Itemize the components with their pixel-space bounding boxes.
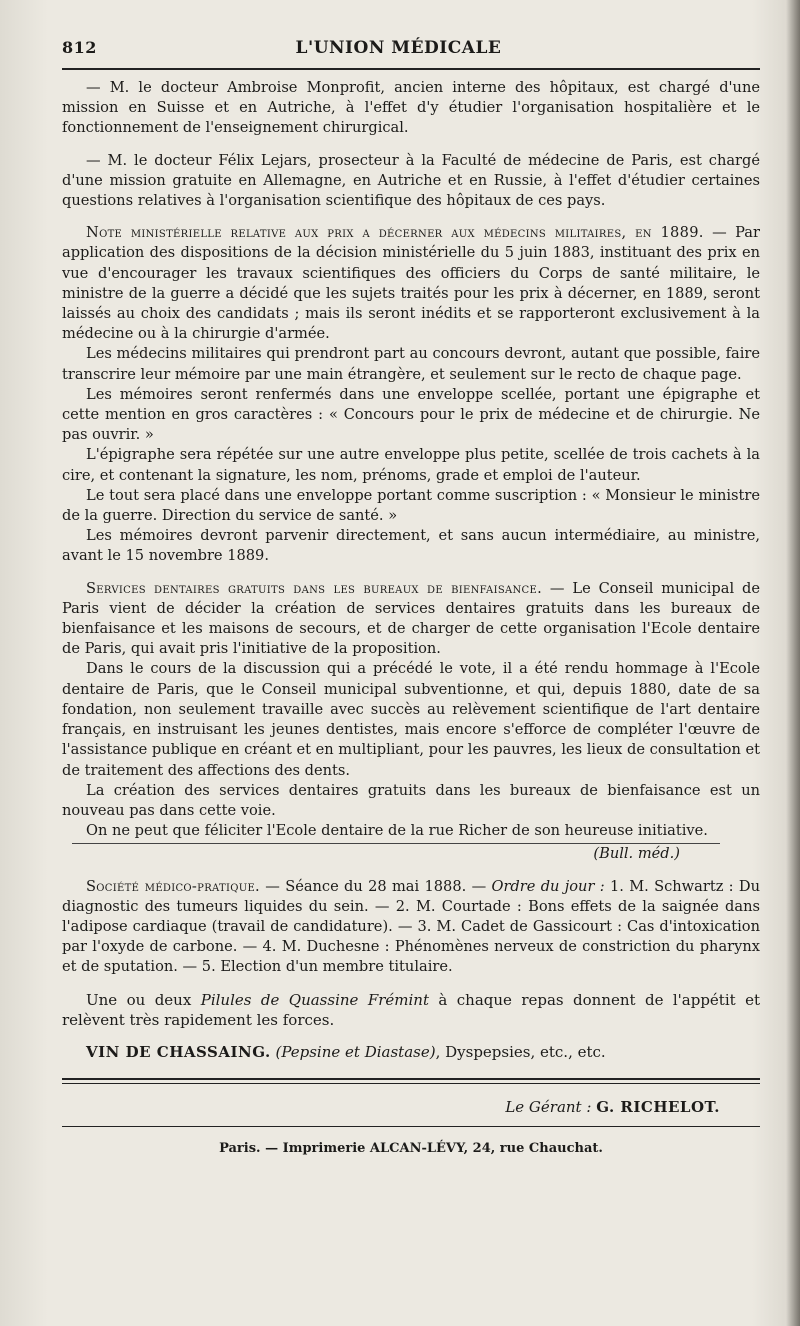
societe-body-a: — Séance du 28 mai 1888. —	[259, 877, 492, 895]
paragraph-parvenir: Les mémoires devront parvenir directement, et sans aucun intermédiaire, au ministre, avant le 15 novembre 1889.	[62, 527, 760, 565]
footer-rule	[62, 1078, 760, 1084]
services-title: Services dentaires gratuits dans les bureaux de bienfaisance.	[86, 579, 543, 597]
note-title: Note ministérielle relative aux prix a décerner aux médecins militaires, en 1889.	[86, 224, 704, 242]
paragraph-enveloppe: Les mémoires seront renfermés dans une enveloppe scellée, portant une épigraphe et cette mention en gros caractères : « Concours pour le prix de médecine et de chirurgie. Ne pas ouvrir. »	[62, 385, 760, 444]
page-header	[62, 38, 760, 58]
ad-vin-chassaing	[62, 1042, 760, 1062]
societe-body-b: 1. M. Schwartz : Du diagnostic des tumeurs liquides du sein. — 2. M. Courtade : Bons effets de la saignée dans l'adipose cardiaque (travail de candidature). — 3. M. Cadet de Gassicourt : Cas d'intoxication par l'oxyde de carbone. — 4. M. Duchesne : Phénomènes nerveux de constriction du pharynx et de sputation. — 5. Election d'un membre titulaire.	[62, 877, 761, 976]
ad-vin-name: VIN DE CHASSAING.	[86, 1042, 271, 1061]
imprint-rule	[62, 1126, 760, 1127]
ad-quassine-name: Pilules de Quassine Frémint	[200, 990, 429, 1009]
imprint: Paris. — Imprimerie ALCAN-LÉVY, 24, rue Chauchat.	[219, 1141, 603, 1157]
source-citation: (Bull. méd.)	[593, 845, 680, 863]
source-rule	[72, 843, 720, 864]
societe-ordre-du-jour: Ordre du jour :	[491, 877, 605, 895]
ad-vin-rest: , Dyspepsies, etc., etc.	[435, 1042, 606, 1061]
paragraph-societe	[62, 877, 760, 978]
paragraph-tout: Le tout sera placé dans une enveloppe portant comme suscription : « Monsieur le ministre de la guerre. Direction du service de santé. »	[62, 486, 760, 525]
paragraph-epigraphe: L'épigraphe sera répétée sur une autre enveloppe plus petite, scellée de trois cachets à la cire, et contenant la signature, les nom, prénoms, grade et emploi de l'auteur.	[62, 446, 760, 484]
paragraph-note-ministerielle	[62, 223, 760, 344]
gerant-line	[62, 1098, 760, 1116]
page-number: 812	[62, 38, 97, 57]
gerant-label: Le Gérant :	[505, 1098, 592, 1117]
paragraph-discussion: Dans le cours de la discussion qui a précédé le vote, il a été rendu hommage à l'Ecole dentaire de Paris, que le Conseil municipal subventionne, et qui, depuis 1880, date de sa fondation, non seulement travaille avec succès au relèvement scientifique de l'art dentaire français, en instruisant les jeunes dentistes, mais encore s'efforce de compléter l'œuvre de l'assistance publique en créant et en multipliant, pour les pauvres, les lieux de consultation et de traitement des affections des dents.	[62, 660, 760, 779]
paragraph-creation: La création des services dentaires gratuits dans les bureaux de bienfaisance est un nouveau pas dans cette voie.	[62, 781, 760, 819]
societe-title: Société médico-pratique.	[86, 877, 260, 895]
services-body: — Le Conseil municipal de Paris vient de décider la création de services dentaires gratuits dans les bureaux de bienfaisance et les maisons de secours, et de charger de cette organisation l'Ecole dentaire de Paris, qui avait pris l'initiative de la proposition.	[62, 579, 760, 658]
paragraph-monprofit: — M. le docteur Ambroise Monprofit, ancien interne des hôpitaux, est chargé d'une mission en Suisse et en Autriche, à l'effet d'y étudier l'organisation hospitalière et le fonctionnement de l'enseignement chirurgical.	[62, 79, 760, 137]
header-rule	[62, 68, 760, 70]
paragraph-transcrire: Les médecins militaires qui prendront part au concours devront, autant que possible, faire transcrire leur mémoire par une main étrangère, et seulement sur le recto de chaque page.	[62, 345, 760, 383]
ad-quassine-text-a: Une ou deux	[86, 990, 201, 1009]
gerant-name: G. RICHELOT.	[596, 1098, 720, 1117]
paragraph-feliciter: On ne peut que féliciter l'Ecole dentaire de la rue Richer de son heureuse initiative.	[86, 822, 708, 840]
ad-vin-paren: (Pepsine et Diastase)	[275, 1042, 436, 1061]
ad-quassine-text-b: à chaque repas donnent de l'appétit et relèvent très rapidement les forces.	[62, 990, 760, 1029]
paragraph-lejars: — M. le docteur Félix Lejars, prosecteur à la Faculté de médecine de Paris, est chargé d'une mission gratuite en Allemagne, en Autriche et en Russie, à l'effet d'étudier certaines questions relatives à l'organisation scientifique des hôpitaux de ces pays.	[62, 151, 760, 210]
note-body: — Par application des dispositions de la décision ministérielle du 5 juin 1883, instituant des prix en vue d'encourager les travaux scientifiques des officiers du Corps de santé militaire, le ministre de la guerre a décidé que les sujets traités pour les prix à décerner, en 1889, seront laissés au choix des candidats ; mais ils seront inédits et se rapporteront exclusivement à la médecine ou à la chirurgie d'armée.	[62, 224, 760, 343]
journal-title: L'UNION MÉDICALE	[295, 38, 502, 58]
paragraph-services-dentaires	[62, 579, 760, 660]
ad-quassine	[62, 990, 760, 1030]
